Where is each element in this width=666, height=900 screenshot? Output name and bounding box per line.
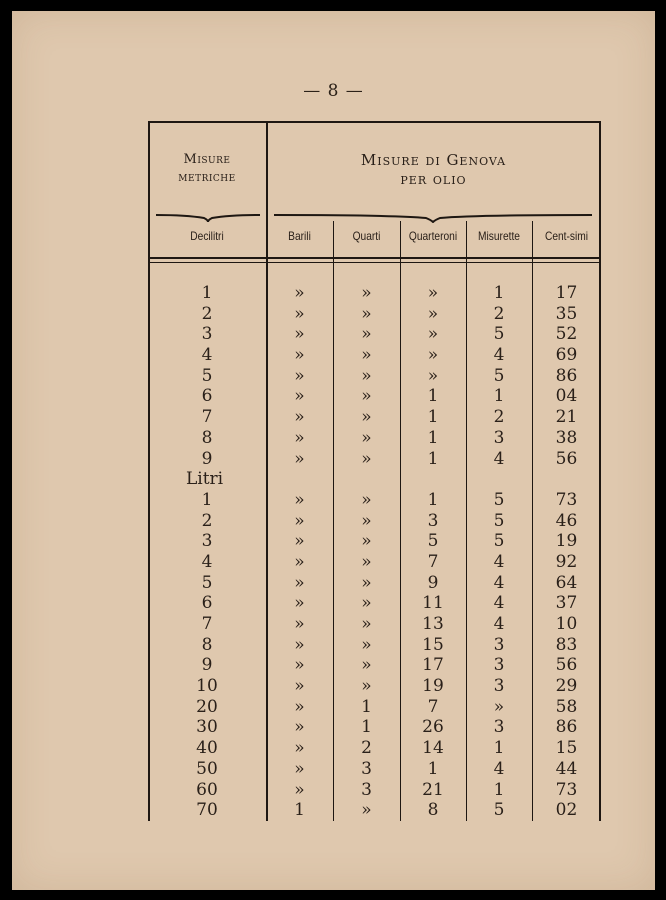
table-cell: 30 [196, 717, 218, 738]
table-cell: » [294, 324, 305, 345]
table-cell: » [294, 717, 305, 738]
table-cell: 40 [196, 738, 218, 759]
table-cell: 3 [493, 427, 505, 448]
table-cell: 73 [555, 779, 578, 800]
table-cell: 2 [493, 303, 505, 324]
table-cell: 17 [555, 283, 578, 303]
metric-header [148, 151, 266, 187]
table-cell: » [294, 676, 305, 697]
header-rule-thin [148, 262, 601, 263]
table-cell: 64 [555, 572, 578, 593]
section-subheading: Litri [186, 469, 224, 490]
table-cell: » [294, 531, 305, 552]
table-cell: 5 [493, 324, 505, 345]
table-cell: » [294, 386, 305, 407]
table-cell: 8 [201, 634, 213, 655]
table-cell: 3 [361, 779, 372, 800]
table-row [148, 386, 601, 407]
table-cell: 11 [422, 593, 444, 614]
table-cell: » [493, 696, 505, 717]
table-cell: 4 [201, 345, 213, 366]
column-header-barili: Barili [288, 229, 311, 243]
table-cell: 1 [427, 448, 439, 469]
table-cell: 1 [493, 779, 505, 800]
table-cell: 5 [493, 489, 505, 510]
table-row [148, 304, 601, 325]
table-cell: » [294, 634, 305, 655]
table-cell: 1 [493, 283, 505, 303]
table-cell: 3 [201, 324, 213, 345]
table-cell: 3 [201, 531, 213, 552]
table-row [148, 428, 601, 449]
table-row [148, 345, 601, 366]
table-cell: 3 [427, 510, 439, 531]
table-cell: 26 [422, 717, 444, 738]
table-cell: 7 [427, 551, 439, 572]
table-cell: 1 [427, 386, 439, 407]
table-cell: 4 [493, 593, 505, 614]
table-cell: 86 [555, 365, 578, 386]
table-cell: 3 [493, 634, 505, 655]
column-header-decilitri: Decilitri [190, 229, 224, 243]
column-header-centesimi: Cent-simi [544, 229, 589, 243]
table-cell: » [427, 324, 439, 345]
genova-header-line: per olio [400, 170, 467, 188]
table-row [148, 780, 601, 801]
table-cell: » [361, 407, 372, 428]
table-cell: 7 [427, 696, 439, 717]
table-cell: 9 [201, 655, 213, 676]
book-page [12, 11, 655, 890]
table-cell: » [294, 572, 305, 593]
table-cell: 73 [555, 489, 578, 510]
column-header-quarteroni: Quarteroni [408, 229, 458, 243]
table-cell: 6 [201, 593, 213, 614]
table-cell: 3 [493, 655, 505, 676]
table-cell: » [361, 676, 372, 697]
table-cell: 5 [493, 365, 505, 386]
measures-table [148, 121, 601, 821]
table-cell: » [294, 593, 305, 614]
table-cell: 4 [493, 448, 505, 469]
table-cell: » [361, 531, 372, 552]
table-cell: » [294, 738, 305, 759]
table-cell: 37 [555, 593, 578, 614]
table-cell: 5 [427, 531, 439, 552]
table-cell: 2 [201, 303, 213, 324]
table-cell: » [361, 427, 372, 448]
table-cell: » [361, 489, 372, 510]
table-cell: 1 [427, 489, 439, 510]
table-row [148, 531, 601, 552]
table-top-rule [148, 121, 601, 123]
table-cell: » [294, 365, 305, 386]
genova-header-line: Misure di Genova [360, 151, 507, 169]
metric-header-line: Misure [183, 152, 231, 167]
table-cell: » [294, 655, 305, 676]
table-row [148, 697, 601, 718]
table-cell: 02 [555, 800, 578, 821]
table-cell: » [427, 345, 439, 366]
table-cell: » [294, 427, 305, 448]
table-cell: 3 [493, 676, 505, 697]
table-cell: 1 [361, 717, 372, 738]
table-cell: » [361, 345, 372, 366]
table-cell: 9 [201, 448, 213, 469]
table-cell: 3 [361, 758, 372, 779]
table-cell: 4 [201, 551, 213, 572]
table-row [148, 676, 601, 697]
table-row [148, 573, 601, 594]
table-cell: 56 [555, 448, 578, 469]
table-cell: 5 [201, 365, 213, 386]
table-cell: 13 [422, 614, 444, 634]
table-row [148, 449, 601, 470]
table-cell: 4 [493, 572, 505, 593]
table-cell: 1 [201, 283, 213, 303]
table-cell: 35 [555, 303, 578, 324]
table-cell: 46 [555, 510, 578, 531]
header-rule [148, 257, 601, 259]
table-cell: 56 [555, 655, 578, 676]
table-cell: » [294, 303, 305, 324]
table-cell: 5 [493, 510, 505, 531]
table-cell: 5 [493, 531, 505, 552]
table-cell: » [361, 324, 372, 345]
table-cell: 86 [555, 717, 578, 738]
table-cell: 70 [196, 800, 218, 821]
table-cell: 29 [555, 676, 578, 697]
table-row [148, 717, 601, 738]
table-row [148, 366, 601, 387]
table-row [148, 593, 601, 614]
table-cell: 38 [555, 427, 578, 448]
table-row [148, 738, 601, 759]
table-row [148, 655, 601, 676]
table-cell: 1 [361, 696, 372, 717]
table-cell: 1 [294, 800, 305, 821]
table-cell: » [361, 614, 372, 634]
table-cell: 7 [201, 407, 213, 428]
table-cell: 17 [422, 655, 444, 676]
table-cell: 2 [493, 407, 505, 428]
table-cell: » [361, 800, 372, 821]
table-cell: 52 [555, 324, 578, 345]
table-cell: 1 [427, 407, 439, 428]
table-row [148, 800, 601, 821]
table-cell: 1 [493, 738, 505, 759]
table-cell: » [294, 758, 305, 779]
table-cell: 9 [427, 572, 439, 593]
table-cell: 2 [361, 738, 372, 759]
table-cell: 19 [555, 531, 578, 552]
section-subheading-row [148, 469, 601, 490]
table-row [148, 614, 601, 635]
table-cell: 8 [427, 800, 439, 821]
table-cell: 44 [555, 758, 578, 779]
table-cell: 20 [196, 696, 218, 717]
table-cell: 21 [422, 779, 444, 800]
table-cell: 6 [201, 386, 213, 407]
table-cell: » [361, 303, 372, 324]
table-cell: » [361, 551, 372, 572]
table-cell: » [294, 407, 305, 428]
table-cell: 1 [493, 386, 505, 407]
table-cell: 4 [493, 551, 505, 572]
table-cell: » [427, 303, 439, 324]
table-cell: 60 [196, 779, 218, 800]
page-number: — 8 — [303, 81, 364, 101]
table-body [148, 283, 601, 821]
table-cell: » [294, 614, 305, 634]
table-cell: » [361, 593, 372, 614]
table-cell: » [361, 572, 372, 593]
table-cell: 5 [201, 572, 213, 593]
table-cell: 5 [493, 800, 505, 821]
table-cell: » [361, 283, 372, 303]
table-cell: 50 [196, 758, 218, 779]
table-cell: » [294, 551, 305, 572]
table-cell: » [294, 345, 305, 366]
table-cell: » [361, 634, 372, 655]
table-cell: 2 [201, 510, 213, 531]
table-cell: 7 [201, 614, 213, 634]
table-row [148, 324, 601, 345]
table-row [148, 511, 601, 532]
table-cell: » [361, 386, 372, 407]
table-cell: 4 [493, 345, 505, 366]
table-cell: 1 [427, 427, 439, 448]
table-cell: 58 [555, 696, 578, 717]
table-cell: » [294, 696, 305, 717]
left-brace-ornament [156, 209, 260, 223]
table-cell: 4 [493, 614, 505, 634]
table-cell: 83 [555, 634, 578, 655]
table-cell: » [361, 510, 372, 531]
table-cell: 69 [555, 345, 578, 366]
table-cell: » [361, 448, 372, 469]
table-row [148, 283, 601, 304]
right-brace-ornament [274, 209, 592, 223]
table-cell: 19 [422, 676, 444, 697]
table-cell: » [294, 779, 305, 800]
table-cell: » [294, 448, 305, 469]
table-cell: 1 [201, 489, 213, 510]
table-cell: 10 [196, 676, 218, 697]
table-cell: 8 [201, 427, 213, 448]
genova-header [266, 151, 601, 189]
table-cell: » [361, 655, 372, 676]
table-row [148, 635, 601, 656]
column-header-quarti: Quarti [352, 229, 381, 243]
table-row [148, 552, 601, 573]
metric-header-line: metriche [178, 170, 236, 185]
table-cell: 15 [422, 634, 444, 655]
table-cell: » [361, 365, 372, 386]
table-row [148, 759, 601, 780]
table-cell: 92 [555, 551, 578, 572]
table-cell: » [294, 510, 305, 531]
table-cell: 14 [422, 738, 444, 759]
table-cell: 10 [555, 614, 578, 634]
table-cell: » [427, 365, 439, 386]
table-cell: 3 [493, 717, 505, 738]
table-cell: 1 [427, 758, 439, 779]
column-header-misurette: Misurette [478, 229, 520, 243]
table-cell: 04 [555, 386, 578, 407]
table-row [148, 490, 601, 511]
table-cell: 15 [555, 738, 578, 759]
table-cell: 21 [555, 407, 578, 428]
table-cell: » [294, 283, 305, 303]
table-cell: » [427, 283, 439, 303]
table-cell: 4 [493, 758, 505, 779]
table-cell: » [294, 489, 305, 510]
table-row [148, 407, 601, 428]
